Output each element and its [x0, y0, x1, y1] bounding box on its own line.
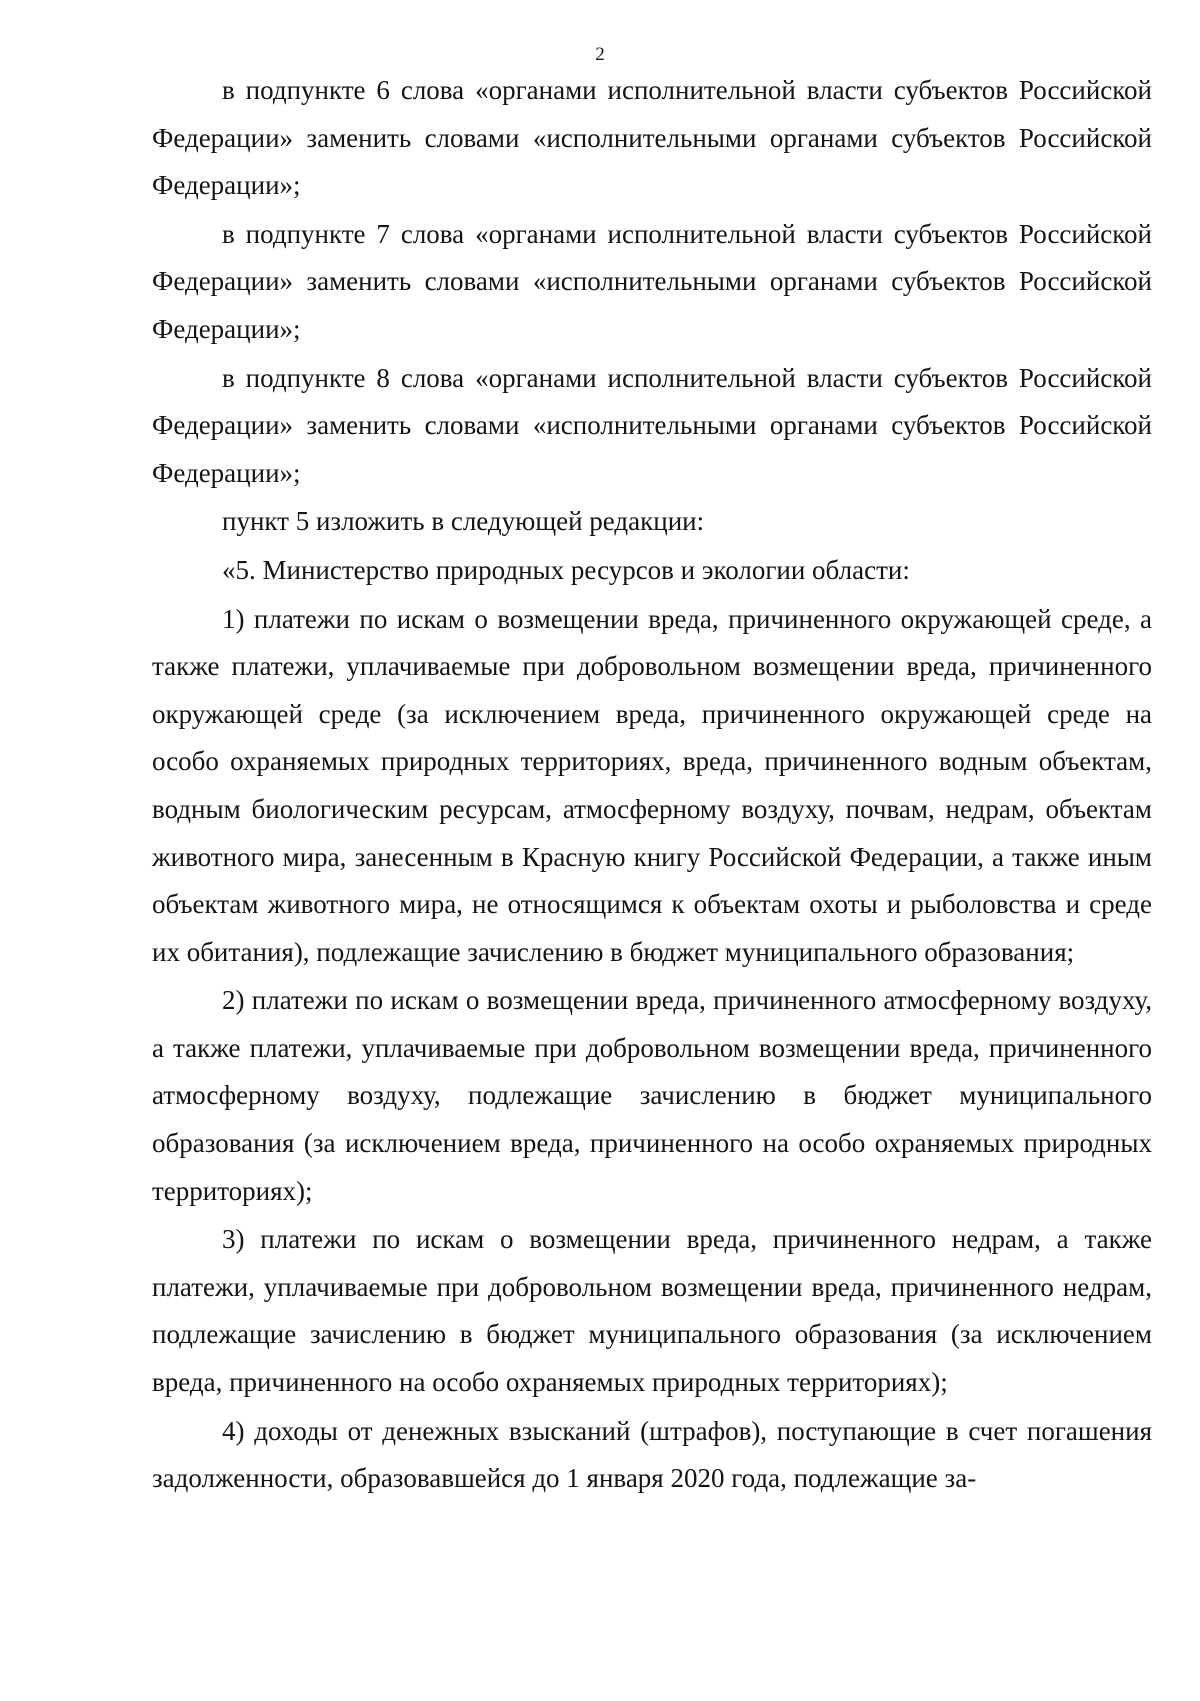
document-body	[152, 67, 1152, 1503]
paragraph-item-2: 2) платежи по искам о возмещении вреда, причиненного атмосферному воздуху, а также платежи, уплачиваемые при добровольном возмещении вреда, причиненного атмосферному воздуху, подлежащие зачислению в бюджет муниципального образования (за исключением вреда, причиненного на особо охраняемых природных территориях);	[152, 985, 1152, 1206]
paragraph-point-5-intro: пункт 5 изложить в следующей редакции:	[222, 506, 705, 537]
paragraph-point-5-heading: «5. Министерство природных ресурсов и экологии области:	[222, 554, 910, 585]
paragraph-item-3: 3) платежи по искам о возмещении вреда, причиненного недрам, а также платежи, уплачиваемые при добровольном возмещении вреда, причиненного недрам, подлежащие зачислению в бюджет муниципального образования (за исключением вреда, причиненного на особо охраняемых природных территориях);	[152, 1224, 1152, 1398]
paragraph-subparagraph-6-amendment: в подпункте 6 слова «органами исполнительной власти субъектов Российской Федерации» заменить словами «исполнительными органами субъектов Российской Федерации»;	[152, 75, 1152, 201]
paragraph-subparagraph-8-amendment: в подпункте 8 слова «органами исполнительной власти субъектов Российской Федерации» заменить словами «исполнительными органами субъектов Российской Федерации»;	[152, 362, 1152, 488]
paragraph-subparagraph-7-amendment: в подпункте 7 слова «органами исполнительной власти субъектов Российской Федерации» заменить словами «исполнительными органами субъектов Российской Федерации»;	[152, 218, 1152, 344]
paragraph-item-4: 4) доходы от денежных взысканий (штрафов), поступающие в счет погашения задолженности, образовавшейся до 1 января 2020 года, подлежащие за-	[152, 1415, 1152, 1494]
page-number: 2	[595, 44, 605, 65]
paragraph-item-1: 1) платежи по искам о возмещении вреда, причиненного окружающей среде, а также платежи, уплачиваемые при добровольном возмещении вреда, причиненного окружающей среде (за исключением вреда, причиненного окружающей среде на особо охраняемых природных территориях, вреда, причиненного водным объектам, водным биологическим ресурсам, атмосферному воздуху, почвам, недрам, объектам животного мира, занесенным в Красную книгу Российской Федерации, а также иным объектам животного мира, не относящимся к объектам охоты и рыболовства и среде их обитания), подлежащие зачислению в бюджет муниципального образования;	[152, 603, 1152, 967]
